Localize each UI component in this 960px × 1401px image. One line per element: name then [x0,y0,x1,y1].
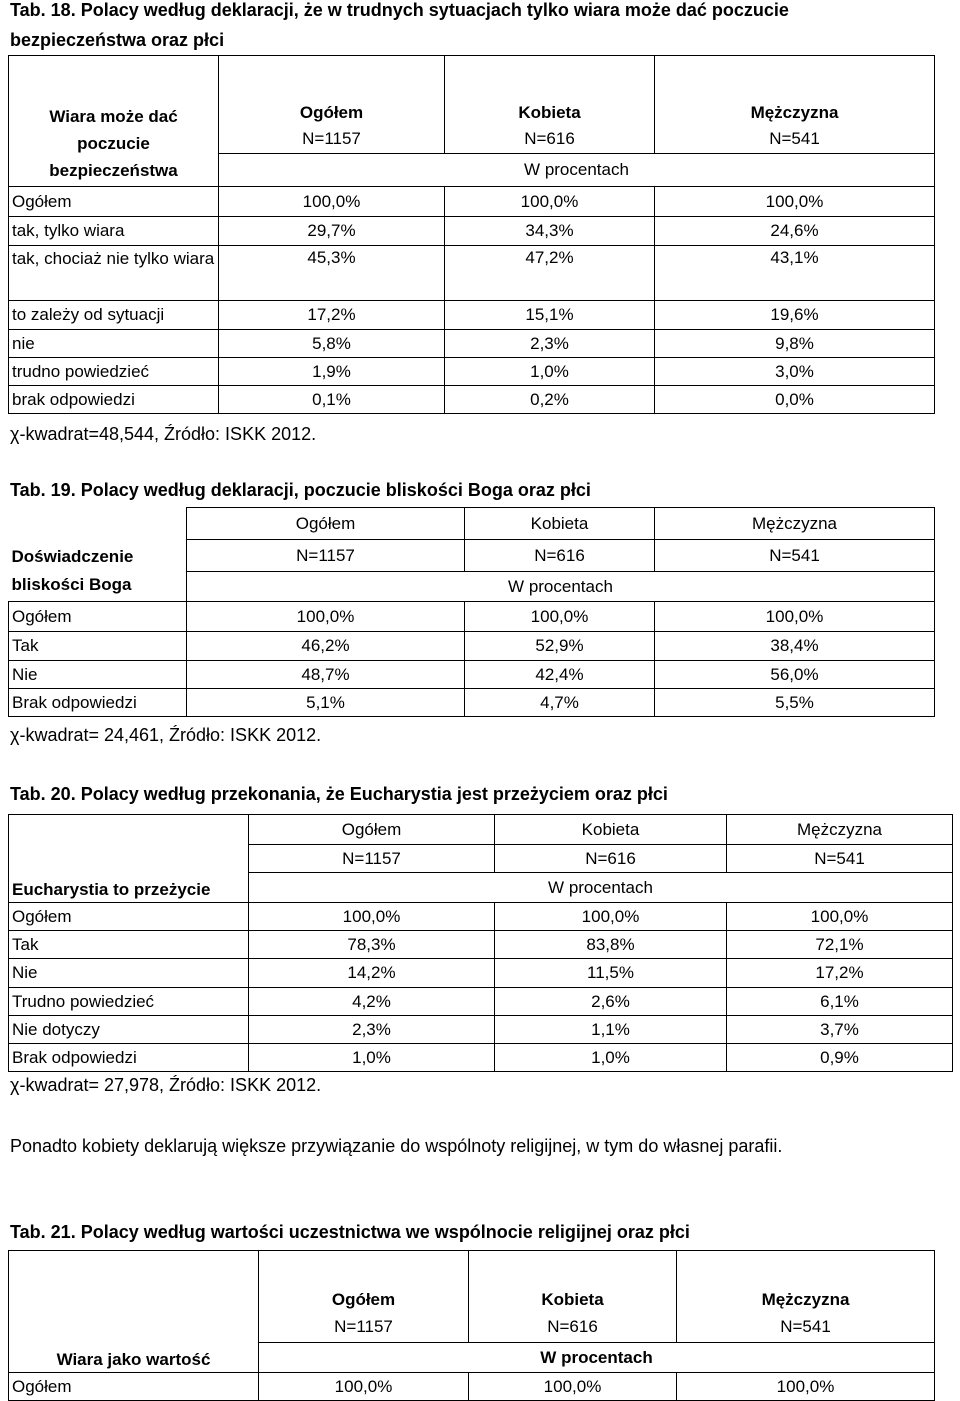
table-20 [8,814,953,1072]
table-row [9,187,935,217]
table-19-caption: Tab. 19. Polacy według deklaracji, poczucie bliskości Boga oraz płci [10,480,591,500]
table-cell: 100,0% [495,903,727,931]
table-row [9,301,935,330]
table-cell: 17,2% [219,301,445,330]
table-row [9,632,935,661]
table-18-row-label: tak, chociaż nie tylko wiara [9,246,219,301]
table-21-count-total: N=1157 [259,1313,469,1343]
table-20-count-male: N=541 [727,845,953,873]
table-21-unit: W procentach [259,1343,935,1373]
table-cell: 83,8% [495,931,727,959]
table-cell: 5,8% [219,330,445,358]
table-19-row-header: Doświadczenie bliskości Boga [9,508,187,602]
table-cell: 56,0% [655,661,935,689]
table-cell: 1,0% [495,1044,727,1072]
table-cell: 1,0% [445,358,655,386]
table-cell: 45,3% [219,246,445,301]
table-18 [8,55,935,414]
table-18-row-label: to zależy od sytuacji [9,301,219,330]
table-20-row-label: Tak [9,931,249,959]
body-paragraph: Ponadto kobiety deklarują większe przywiązanie do wspólnoty religijnej, w tym do własnej parafii. [10,1136,783,1156]
table-row [9,358,935,386]
table-cell: 46,2% [187,632,465,661]
table-cell: 3,7% [727,1016,953,1044]
table-19-note: χ-kwadrat= 24,461, Źródło: ISKK 2012. [10,725,322,745]
table-cell: 24,6% [655,217,935,246]
table-21-row-label: Ogółem [9,1373,259,1401]
table-row [9,931,953,959]
table-20-row-label: Ogółem [9,903,249,931]
table-cell: 100,0% [249,903,495,931]
table-19-row-label: Nie [9,661,187,689]
table-18-col-male: Mężczyzna [655,56,935,126]
table-cell: 100,0% [219,187,445,217]
table-row [9,661,935,689]
table-18-row-label: tak, tylko wiara [9,217,219,246]
table-cell: 47,2% [445,246,655,301]
table-20-col-male: Mężczyzna [727,815,953,845]
table-18-col-total: Ogółem [219,56,445,126]
table-18-count-total: N=1157 [219,126,445,154]
table-18-row-label: Ogółem [9,187,219,217]
table-18-caption-line1: Tab. 18. Polacy według deklaracji, że w trudnych sytuacjach tylko wiara może dać poczucie [10,0,789,20]
table-18-col-female: Kobieta [445,56,655,126]
table-cell: 1,0% [249,1044,495,1072]
table-20-row-label: Nie dotyczy [9,1016,249,1044]
table-cell: 17,2% [727,959,953,988]
table-21-caption: Tab. 21. Polacy według wartości uczestnictwa we wspólnocie religijnej oraz płci [10,1222,690,1242]
table-18-row-label: nie [9,330,219,358]
table-18-row-label: brak odpowiedzi [9,386,219,414]
table-cell: 2,3% [249,1016,495,1044]
table-row [9,217,935,246]
table-row [9,988,953,1016]
table-row [9,246,935,301]
table-21 [8,1250,935,1401]
table-21-row-header: Wiara jako wartość [9,1251,259,1373]
table-20-caption: Tab. 20. Polacy według przekonania, że Eucharystia jest przeżyciem oraz płci [10,784,668,804]
table-cell: 3,0% [655,358,935,386]
table-19 [8,507,935,717]
table-19-count-male: N=541 [655,540,935,572]
table-cell: 11,5% [495,959,727,988]
table-cell: 2,3% [445,330,655,358]
table-19-row-label: Ogółem [9,602,187,632]
table-18-count-female: N=616 [445,126,655,154]
table-19-count-female: N=616 [465,540,655,572]
table-row [9,903,953,931]
table-20-count-total: N=1157 [249,845,495,873]
table-cell: 1,1% [495,1016,727,1044]
table-cell: 100,0% [677,1373,935,1401]
table-cell: 0,0% [655,386,935,414]
table-19-col-male: Mężczyzna [655,508,935,540]
table-18-count-male: N=541 [655,126,935,154]
table-cell: 6,1% [727,988,953,1016]
table-row [9,689,935,717]
table-cell: 0,9% [727,1044,953,1072]
table-cell: 4,2% [249,988,495,1016]
table-21-count-female: N=616 [469,1313,677,1343]
table-20-unit: W procentach [249,873,953,903]
table-row [9,602,935,632]
table-cell: 100,0% [655,602,935,632]
table-cell: 52,9% [465,632,655,661]
table-cell: 0,1% [219,386,445,414]
table-21-col-total: Ogółem [259,1251,469,1313]
table-cell: 100,0% [465,602,655,632]
table-row [9,330,935,358]
table-18-unit: W procentach [219,154,935,187]
table-18-caption-line2: bezpieczeństwa oraz płci [10,30,225,50]
table-cell: 14,2% [249,959,495,988]
table-row [9,1016,953,1044]
table-20-count-female: N=616 [495,845,727,873]
table-cell: 42,4% [465,661,655,689]
table-row [9,1044,953,1072]
table-cell: 34,3% [445,217,655,246]
table-cell: 100,0% [727,903,953,931]
table-19-col-total: Ogółem [187,508,465,540]
table-cell: 100,0% [445,187,655,217]
table-20-col-female: Kobieta [495,815,727,845]
table-20-row-header: Eucharystia to przeżycie [9,815,249,903]
table-row [9,386,935,414]
table-20-row-label: Nie [9,959,249,988]
table-cell: 38,4% [655,632,935,661]
table-cell: 5,1% [187,689,465,717]
table-18-row-label: trudno powiedzieć [9,358,219,386]
table-19-unit: W procentach [187,572,935,602]
table-cell: 0,2% [445,386,655,414]
table-19-col-female: Kobieta [465,508,655,540]
table-18-note: χ-kwadrat=48,544, Źródło: ISKK 2012. [10,424,317,444]
table-20-note: χ-kwadrat= 27,978, Źródło: ISKK 2012. [10,1075,322,1095]
table-19-row-label: Tak [9,632,187,661]
table-row [9,1373,935,1401]
table-cell: 100,0% [187,602,465,632]
table-21-col-male: Mężczyzna [677,1251,935,1313]
table-cell: 29,7% [219,217,445,246]
table-19-row-label: Brak odpowiedzi [9,689,187,717]
table-cell: 4,7% [465,689,655,717]
table-cell: 2,6% [495,988,727,1016]
table-18-row-header: Wiara może dać poczucie bezpieczeństwa [9,56,219,187]
table-21-col-female: Kobieta [469,1251,677,1313]
table-cell: 100,0% [259,1373,469,1401]
table-cell: 1,9% [219,358,445,386]
table-cell: 100,0% [655,187,935,217]
table-cell: 48,7% [187,661,465,689]
table-cell: 72,1% [727,931,953,959]
table-cell: 78,3% [249,931,495,959]
table-cell: 19,6% [655,301,935,330]
table-row [9,959,953,988]
table-cell: 15,1% [445,301,655,330]
table-21-count-male: N=541 [677,1313,935,1343]
table-cell: 100,0% [469,1373,677,1401]
table-cell: 9,8% [655,330,935,358]
table-20-row-label: Brak odpowiedzi [9,1044,249,1072]
table-20-col-total: Ogółem [249,815,495,845]
table-cell: 5,5% [655,689,935,717]
table-cell: 43,1% [655,246,935,301]
table-20-row-label: Trudno powiedzieć [9,988,249,1016]
table-19-count-total: N=1157 [187,540,465,572]
